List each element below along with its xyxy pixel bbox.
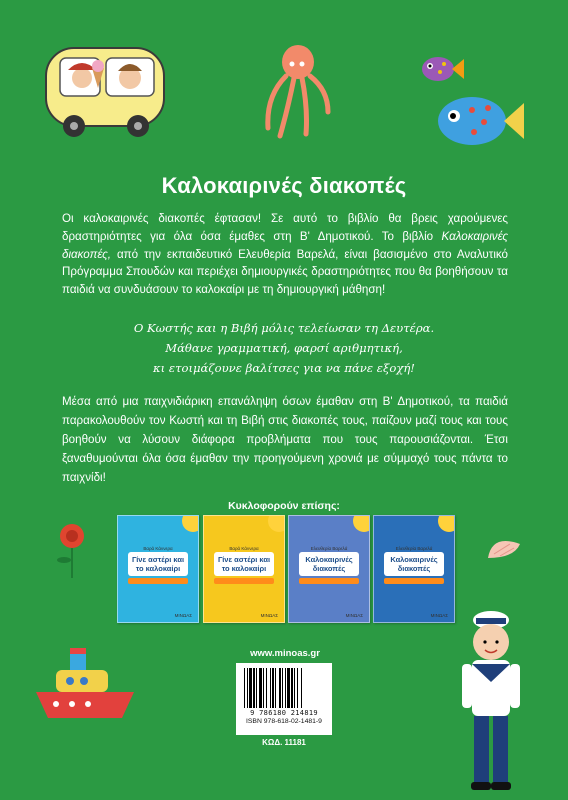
product-code: ΚΩΔ. 11181 xyxy=(262,738,306,747)
publisher-url: www.minoas.gr xyxy=(250,648,320,659)
book-cover-1: Βαρά Κάννερα Γίνε αστέρι και το καλοκαίρι ΜΙΝΩΑΣ xyxy=(117,515,199,623)
also-available-heading: Κυκλοφορούν επίσης: xyxy=(228,500,340,512)
flower-illustration xyxy=(52,520,92,580)
shell-illustration xyxy=(484,532,524,562)
outro-paragraph: Μέσα από μια παιχνιδιάρικη επανάληψη όσων έμαθαν στη Β' Δημοτικού, τα παιδιά παρακολουθούν τον Κωστή και τη Βιβή στις διακοπές τους, παίζουν μαζί τους και τους βοηθούν να λύσουν διάφορα προβλήματα που τους παρουσιάζονται. Έτσι ξαναθυμούνται όλα όσα έμαθαν την προηγούμενη χρονιά με σύμμαχό τους πάντα το παιχνίδι! xyxy=(62,395,508,484)
poem-line: κι ετοιμάζουνε βαλίτσες για να πάνε εξοχή! xyxy=(153,361,415,375)
poem-line: Ο Κωστής και η Βιβή μόλις τελείωσαν τη Δευτέρα. xyxy=(133,321,435,335)
isbn: ISBN 978-618-02-1481-9 xyxy=(246,718,322,725)
octopus-illustration xyxy=(262,40,332,140)
book-cover-3: Ελευθερία Βαρελά Καλοκαιρινές διακοπές ΜΙΝΩΑΣ xyxy=(288,515,370,623)
barcode-bars xyxy=(244,668,324,708)
blue-fish-illustration xyxy=(428,92,528,150)
bus-illustration xyxy=(38,40,168,140)
boat-illustration xyxy=(30,640,140,730)
poem xyxy=(0,318,568,378)
book-cover-4: Ελευθερία Βαρελά Καλοκαιρινές διακοπές ΜΙΝΩΑΣ xyxy=(373,515,455,623)
barcode-number: 9 786180 214819 xyxy=(250,709,318,717)
page-title: Καλοκαιρινές διακοπές xyxy=(161,173,407,198)
small-fish-illustration xyxy=(418,52,468,86)
poem-line: Μάθανε γραμματική, φαρσί αριθμητική, xyxy=(165,341,403,355)
intro-book-title: Καλοκαιρινές διακοπές, xyxy=(62,229,508,261)
sailor-illustration xyxy=(454,608,528,794)
intro-text-1: Οι καλοκαιρινές διακοπές έφτασαν! Σε αυτό το βιβλίο θα βρεις χαρούμενες δραστηριότητες για όλα όσα έμαθες στη Β' Δημοτικού. Το βιβλίο xyxy=(62,212,508,243)
book-cover-2: Βαρά Κάννερα Γίνε αστέρι και το καλοκαίρι ΜΙΝΩΑΣ xyxy=(203,515,285,623)
barcode xyxy=(236,663,332,735)
intro-paragraph xyxy=(62,210,508,299)
intro-text-2: από την εκπαιδευτικό Ελευθερία Βαρελά, είναι βασισμένο στο Αναλυτικό Πρόγραμμα Σπουδών και περιέχει δημιουργικές δραστηριότητες που θα βοηθήσουν τα παιδιά να συνδυάσουν το καλοκαίρι με τη δημιουργική μάθηση! xyxy=(62,247,508,297)
